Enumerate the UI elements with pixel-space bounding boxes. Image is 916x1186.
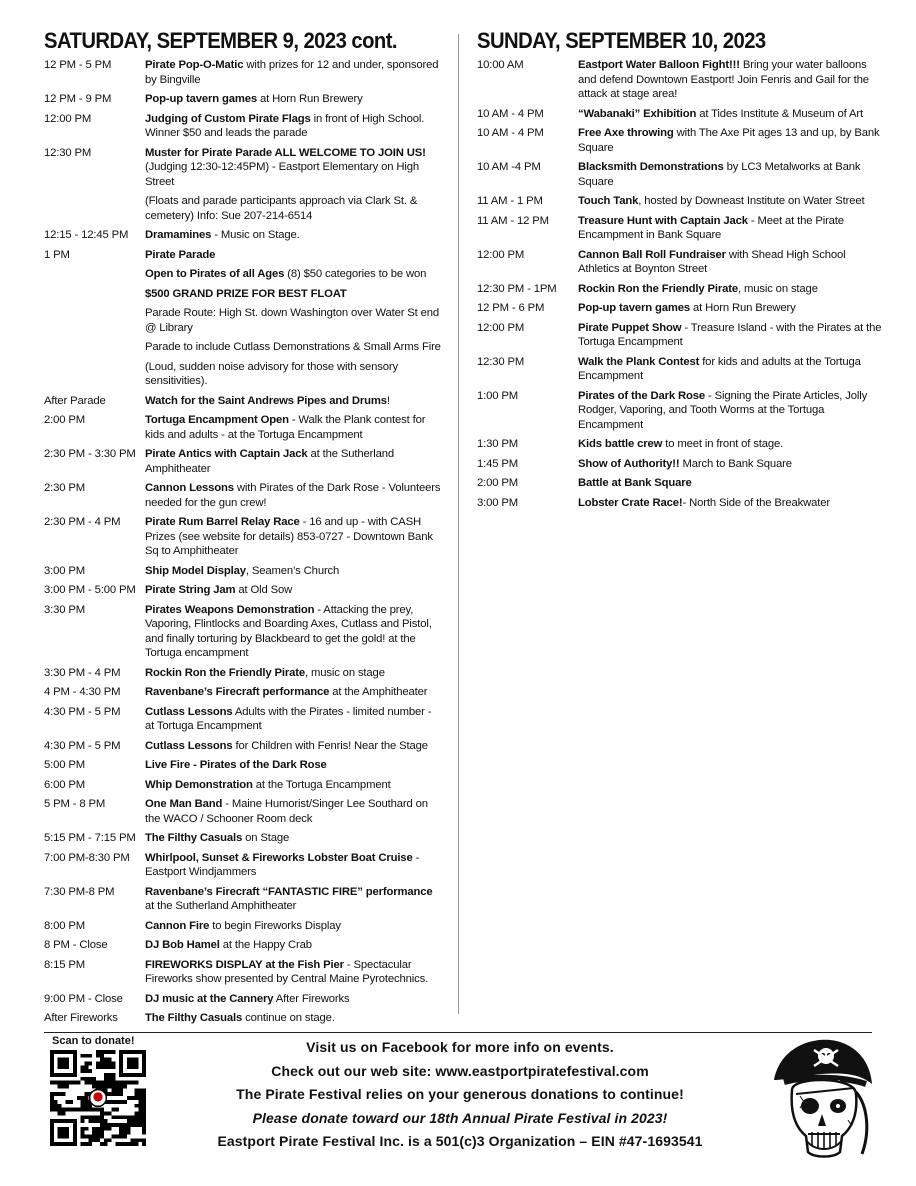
schedule-row xyxy=(477,58,887,102)
event-description xyxy=(578,160,887,189)
schedule-row xyxy=(44,958,442,987)
footer-info xyxy=(150,1036,770,1154)
event-details: , music on stage xyxy=(737,282,818,295)
event-title: One Man Band xyxy=(145,798,223,810)
event-title: FIREWORKS DISPLAY at the Fish Pier xyxy=(145,958,344,971)
event-description xyxy=(145,515,442,559)
event-title: Pirate Parade xyxy=(145,248,216,261)
event-time: 2:30 PM - 4 PM xyxy=(44,516,121,528)
schedule-row xyxy=(44,992,442,1007)
event-time: 3:30 PM xyxy=(44,603,86,616)
event-time: 5:15 PM - 7:15 PM xyxy=(44,832,136,844)
event-description xyxy=(578,248,887,277)
pirate-skull-logo xyxy=(770,1036,874,1166)
event-description xyxy=(145,564,442,579)
event-description xyxy=(145,92,442,107)
event-time: 3:00 PM xyxy=(477,496,519,509)
schedule-row xyxy=(477,476,887,491)
event-description xyxy=(145,739,442,754)
event-description xyxy=(578,126,887,155)
event-title: Open to Pirates of all Ages xyxy=(145,268,285,280)
schedule-row xyxy=(44,603,442,661)
schedule-row xyxy=(477,248,887,277)
event-time: 2:30 PM xyxy=(44,482,86,494)
event-details: Adults with the Pirates - limited number - at Tortuga Encampment xyxy=(145,705,432,732)
footer-facebook-line: Visit us on Facebook for more info on events. xyxy=(306,1039,614,1055)
event-description xyxy=(145,228,442,243)
event-time xyxy=(44,306,145,335)
schedule-row xyxy=(44,194,442,223)
event-description xyxy=(145,797,442,826)
event-time: After Parade xyxy=(44,394,106,407)
schedule-row xyxy=(44,758,442,773)
event-details: Parade to include Cutlass Demonstrations & Small Arms Fire xyxy=(145,341,441,353)
event-title: Dramamines xyxy=(145,229,212,241)
schedule-row xyxy=(477,355,887,384)
event-description xyxy=(578,107,887,122)
schedule-row xyxy=(477,301,887,316)
event-details: by LC3 Metalworks at Bank Square xyxy=(578,161,861,188)
event-time: 12:00 PM xyxy=(477,248,525,261)
event-description xyxy=(145,1011,442,1026)
event-title: Pop-up tavern games xyxy=(578,302,691,314)
event-title: The Filthy Casuals xyxy=(145,832,243,844)
schedule-row xyxy=(44,287,442,302)
event-details: for kids and adults at the Tortuga Encampment xyxy=(578,355,861,382)
event-details: (8) $50 categories to be won xyxy=(284,268,427,280)
event-title: Whip Demonstration xyxy=(145,778,253,791)
event-time: 2:30 PM - 3:30 PM xyxy=(44,448,136,460)
event-description xyxy=(145,603,442,661)
schedule-row xyxy=(44,583,442,598)
event-description xyxy=(578,355,887,384)
event-details: in front of High School. Winner $50 and leads the parade xyxy=(145,112,425,139)
event-description xyxy=(145,194,442,223)
event-details: (Judging 12:30-12:45PM) - Eastport Elementary on High Street xyxy=(145,161,419,188)
event-time: 3:30 PM - 4 PM xyxy=(44,666,121,679)
event-title: Live Fire - Pirates of the Dark Rose xyxy=(145,759,327,771)
event-time: 11 AM - 1 PM xyxy=(477,195,543,207)
event-time: 12:15 - 12:45 PM xyxy=(44,229,129,241)
event-details: (Floats and parade participants approach via Clark St. & cemetery) Info: Sue 207-214-6514 xyxy=(145,195,418,222)
schedule-row xyxy=(477,437,887,452)
schedule-row xyxy=(44,1011,442,1026)
event-details: ! xyxy=(386,394,390,407)
event-details: to begin Fireworks Display xyxy=(209,919,341,932)
schedule-row xyxy=(44,885,442,914)
event-details: at the Sutherland Amphitheater xyxy=(145,900,297,912)
event-description xyxy=(578,58,887,102)
saturday-column xyxy=(44,28,442,1031)
event-time: 10 AM -4 PM xyxy=(477,161,541,173)
event-details: , hosted by Downeast Institute on Water Street xyxy=(638,195,865,207)
schedule-row xyxy=(44,92,442,107)
sunday-schedule xyxy=(477,58,887,510)
schedule-row xyxy=(44,248,442,263)
footer-website-line[interactable]: Check out our web site: www.eastportpiratefestival.com xyxy=(271,1062,649,1079)
event-time xyxy=(44,194,145,223)
event-details: (Loud, sudden noise advisory for those with sensory sensitivities). xyxy=(145,360,398,387)
event-description xyxy=(145,394,442,409)
event-time: 10 AM - 4 PM xyxy=(477,127,544,139)
event-details: - Signing the Pirate Articles, Jolly Rodger, Vaporing, and Tooth Worms at the Tortuga Encampment xyxy=(578,389,868,431)
schedule-row xyxy=(44,938,442,953)
event-time: 5:00 PM xyxy=(44,759,86,771)
event-title: Cutlass Lessons xyxy=(145,705,233,718)
event-description xyxy=(145,685,442,700)
schedule-row xyxy=(44,340,442,355)
event-time: 12:30 PM - 1PM xyxy=(477,282,557,295)
event-details: at Tides Institute & Museum of Art xyxy=(696,107,863,120)
event-description xyxy=(145,146,442,190)
schedule-row xyxy=(477,496,887,511)
event-description xyxy=(578,321,887,350)
event-description xyxy=(145,583,442,598)
event-time: 7:30 PM-8 PM xyxy=(44,885,115,898)
event-description xyxy=(145,267,442,282)
event-details: - Meet at the Pirate Encampment in Bank Square xyxy=(578,214,844,241)
event-description xyxy=(145,851,442,880)
event-description xyxy=(145,112,442,141)
event-details: at the Sutherland Amphitheater xyxy=(145,448,395,475)
footer-donations-line: The Pirate Festival relies on your generous donations to continue! xyxy=(236,1086,684,1102)
schedule-row xyxy=(44,851,442,880)
event-description xyxy=(145,831,442,846)
event-time: 1:45 PM xyxy=(477,457,519,470)
schedule-row xyxy=(44,831,442,846)
event-description xyxy=(145,248,442,263)
event-description xyxy=(145,705,442,734)
schedule-row xyxy=(477,107,887,122)
event-details: at Old Sow xyxy=(235,584,293,596)
event-time: 8:15 PM xyxy=(44,958,86,971)
schedule-row xyxy=(44,919,442,934)
event-details: Bring your water balloons and defend Downtown Eastport! Join Fenris and Gail for the attack at stage area! xyxy=(578,59,869,100)
event-time: 12 PM - 9 PM xyxy=(44,93,112,105)
schedule-row xyxy=(44,685,442,700)
event-title: Rockin Ron the Friendly Pirate xyxy=(145,666,305,679)
event-title: Kids battle crew xyxy=(578,438,663,450)
event-details: After Fireworks xyxy=(273,992,350,1005)
event-time: 9:00 PM - Close xyxy=(44,992,123,1005)
event-title: “Wabanaki” Exhibition xyxy=(578,107,697,120)
schedule-row xyxy=(44,413,442,442)
event-description xyxy=(145,938,442,953)
event-title: Treasure Hunt with Captain Jack xyxy=(578,214,748,227)
event-title: Show of Authority!! xyxy=(578,457,680,470)
event-title: Tortuga Encampment Open xyxy=(145,414,289,426)
event-details: - Spectacular Fireworks show presented by Central Maine Pyrotechnics. xyxy=(145,958,429,985)
event-title: DJ music at the Cannery xyxy=(145,992,274,1005)
event-title: Cannon Ball Roll Fundraiser xyxy=(578,248,726,261)
event-title: Ravenbane’s Firecraft “FANTASTIC FIRE” performance xyxy=(145,885,433,898)
event-title: Pirate Puppet Show xyxy=(578,321,682,334)
event-title: Muster for Pirate Parade ALL WELCOME TO JOIN US! xyxy=(145,146,426,159)
event-details: on Stage xyxy=(242,832,290,844)
event-time: 4 PM - 4:30 PM xyxy=(44,686,121,698)
event-details: to meet in front of stage. xyxy=(662,438,784,450)
event-details: - Walk the Plank contest for kids and adults - at the Tortuga Encampment xyxy=(145,414,426,441)
event-description xyxy=(578,476,887,491)
schedule-row xyxy=(44,515,442,559)
event-description xyxy=(578,282,887,297)
event-details: Parade Route: High St. down Washington over Water St end @ Library xyxy=(145,307,440,334)
footer-ein-line: Eastport Pirate Festival Inc. is a 501(c)3 Organization – EIN #47-1693541 xyxy=(217,1133,703,1149)
schedule-row xyxy=(44,705,442,734)
event-description xyxy=(578,496,887,511)
saturday-title: SATURDAY, SEPTEMBER 9, 2023 cont. xyxy=(44,28,397,53)
event-details: at the Amphitheater xyxy=(329,686,428,698)
event-description xyxy=(145,992,442,1007)
schedule-row xyxy=(477,160,887,189)
event-description xyxy=(145,58,442,87)
event-details: - Eastport Windjammers xyxy=(145,851,420,878)
event-details: with prizes for 12 and under, sponsored by Bingville xyxy=(145,59,439,86)
event-time: 1 PM xyxy=(44,248,70,261)
event-description xyxy=(145,360,442,389)
schedule-row xyxy=(44,58,442,87)
event-description xyxy=(145,481,442,510)
event-description xyxy=(578,301,887,316)
event-details: at the Tortuga Encampment xyxy=(252,778,391,791)
event-description xyxy=(578,214,887,243)
event-description xyxy=(578,194,887,209)
event-time: 2:00 PM xyxy=(477,477,519,489)
event-title: Battle at Bank Square xyxy=(578,477,692,489)
schedule-row xyxy=(44,739,442,754)
event-time: 4:30 PM - 5 PM xyxy=(44,705,121,718)
event-description xyxy=(145,447,442,476)
event-time xyxy=(44,267,145,282)
event-time: 5 PM - 8 PM xyxy=(44,798,106,810)
event-title: Cannon Fire xyxy=(145,919,210,932)
event-description xyxy=(145,758,442,773)
event-time: 12:30 PM xyxy=(44,146,92,159)
event-description xyxy=(578,389,887,433)
event-description xyxy=(145,306,442,335)
event-title: Rockin Ron the Friendly Pirate xyxy=(578,282,738,295)
schedule-row xyxy=(44,447,442,476)
event-description xyxy=(578,457,887,472)
schedule-row xyxy=(44,797,442,826)
event-description xyxy=(145,666,442,681)
event-description xyxy=(145,778,442,793)
column-divider xyxy=(458,34,459,1014)
event-description xyxy=(145,885,442,914)
event-details: for Children with Fenris! Near the Stage xyxy=(232,739,428,752)
sunday-column xyxy=(477,28,887,515)
event-time xyxy=(44,360,145,389)
event-details: at Horn Run Brewery xyxy=(257,93,363,105)
schedule-row xyxy=(477,321,887,350)
event-title: Pirates of the Dark Rose xyxy=(578,389,705,402)
event-time: 12 PM - 5 PM xyxy=(44,59,112,71)
schedule-row xyxy=(44,267,442,282)
schedule-row xyxy=(44,360,442,389)
event-time: 1:30 PM xyxy=(477,438,519,450)
donation-qr-code[interactable] xyxy=(50,1050,146,1146)
schedule-row xyxy=(44,564,442,579)
event-title: Pirates Weapons Demonstration xyxy=(145,603,315,616)
schedule-row xyxy=(44,306,442,335)
event-details: - North Side of the Breakwater xyxy=(682,496,830,509)
event-title: Cannon Lessons xyxy=(145,482,234,494)
event-time: 10 AM - 4 PM xyxy=(477,107,544,120)
event-details: with Pirates of the Dark Rose - Volunteers needed for the gun crew! xyxy=(145,482,441,509)
schedule-row xyxy=(44,112,442,141)
schedule-row xyxy=(44,394,442,409)
event-title: Ship Model Display xyxy=(145,564,246,577)
event-time: After Fireworks xyxy=(44,1012,118,1024)
event-time: 12:30 PM xyxy=(477,355,525,368)
event-title: Judging of Custom Pirate Flags xyxy=(145,112,311,125)
event-title: Pop-up tavern games xyxy=(145,93,258,105)
schedule-row xyxy=(44,778,442,793)
schedule-row xyxy=(477,126,887,155)
schedule-row xyxy=(44,146,442,190)
event-title: Touch Tank xyxy=(578,195,639,207)
event-description xyxy=(578,437,887,452)
footer-divider xyxy=(44,1032,872,1033)
event-time: 8:00 PM xyxy=(44,919,86,932)
event-title: DJ Bob Hamel xyxy=(145,939,220,951)
schedule-row xyxy=(477,282,887,297)
event-details: - Attacking the prey, Vaporing, Flintlocks and Boarding Axes, Cutlass and Pistol, and finally torturing by Blackbeard to get the gold! at the Tortuga encampment xyxy=(145,603,432,659)
event-time: 8 PM - Close xyxy=(44,939,108,951)
event-time xyxy=(44,287,145,302)
schedule-row xyxy=(477,457,887,472)
event-time: 1:00 PM xyxy=(477,389,519,402)
event-details: - 16 and up - with CASH Prizes (see website for details) 853-0727 - Downtown Bank Sq to Amphitheater xyxy=(145,516,433,557)
event-title: Pirate Antics with Captain Jack xyxy=(145,448,308,460)
event-title: Walk the Plank Contest xyxy=(578,355,700,368)
event-time: 3:00 PM xyxy=(44,564,86,577)
event-time: 12 PM - 6 PM xyxy=(477,302,545,314)
event-title: Pirate Pop-O-Matic xyxy=(145,59,244,71)
event-time: 12:00 PM xyxy=(477,321,525,334)
event-title: $500 GRAND PRIZE FOR BEST FLOAT xyxy=(145,287,347,300)
event-description xyxy=(145,958,442,987)
event-description xyxy=(145,340,442,355)
saturday-schedule xyxy=(44,58,442,1026)
event-details: - Treasure Island - with the Pirates at the Tortuga Encampment xyxy=(578,321,882,348)
schedule-row xyxy=(44,666,442,681)
event-title: Cutlass Lessons xyxy=(145,739,233,752)
event-details: , music on stage xyxy=(304,666,385,679)
event-description xyxy=(145,919,442,934)
event-title: Lobster Crate Race! xyxy=(578,496,683,509)
footer-donate-annual-line: Please donate toward our 18th Annual Pirate Festival in 2023! xyxy=(252,1109,668,1126)
event-title: Pirate String Jam xyxy=(145,584,236,596)
event-time: 6:00 PM xyxy=(44,778,86,791)
event-details: at Horn Run Brewery xyxy=(690,302,796,314)
event-time: 4:30 PM - 5 PM xyxy=(44,739,121,752)
schedule-row xyxy=(477,194,887,209)
event-details: with The Axe Pit ages 13 and up, by Bank Square xyxy=(578,127,880,154)
event-title: Ravenbane’s Firecraft performance xyxy=(145,686,330,698)
event-details: - Music on Stage. xyxy=(211,229,300,241)
event-title: Eastport Water Balloon Fight!!! xyxy=(578,59,740,71)
event-details: - Maine Humorist/Singer Lee Southard on the WACO / Schooner Room deck xyxy=(145,798,428,825)
schedule-row xyxy=(477,389,887,433)
event-time: 7:00 PM-8:30 PM xyxy=(44,851,130,864)
sunday-title: SUNDAY, SEPTEMBER 10, 2023 xyxy=(477,28,766,53)
event-time: 11 AM - 12 PM xyxy=(477,214,549,227)
schedule-row xyxy=(44,481,442,510)
event-title: Whirlpool, Sunset & Fireworks Lobster Boat Cruise xyxy=(145,851,413,864)
event-time xyxy=(44,340,145,355)
schedule-row xyxy=(44,228,442,243)
event-title: Pirate Rum Barrel Relay Race xyxy=(145,516,300,528)
event-description xyxy=(145,413,442,442)
event-details: , Seamen’s Church xyxy=(245,564,340,577)
event-title: Blacksmith Demonstrations xyxy=(578,161,724,173)
scan-to-donate-label: Scan to donate! xyxy=(52,1035,135,1047)
event-time: 2:00 PM xyxy=(44,414,86,426)
event-details: continue on stage. xyxy=(242,1012,335,1024)
schedule-row xyxy=(477,214,887,243)
event-time: 12:00 PM xyxy=(44,112,92,125)
event-details: at the Happy Crab xyxy=(219,939,312,951)
event-title: Free Axe throwing xyxy=(578,127,674,139)
event-details: with Shead High School Athletics at Boynton Street xyxy=(578,248,846,275)
event-title: Watch for the Saint Andrews Pipes and Drums xyxy=(145,394,387,407)
event-time: 10:00 AM xyxy=(477,59,524,71)
event-description xyxy=(145,287,442,302)
event-title: The Filthy Casuals xyxy=(145,1012,243,1024)
event-time: 3:00 PM - 5:00 PM xyxy=(44,584,136,596)
event-details: March to Bank Square xyxy=(679,457,792,470)
